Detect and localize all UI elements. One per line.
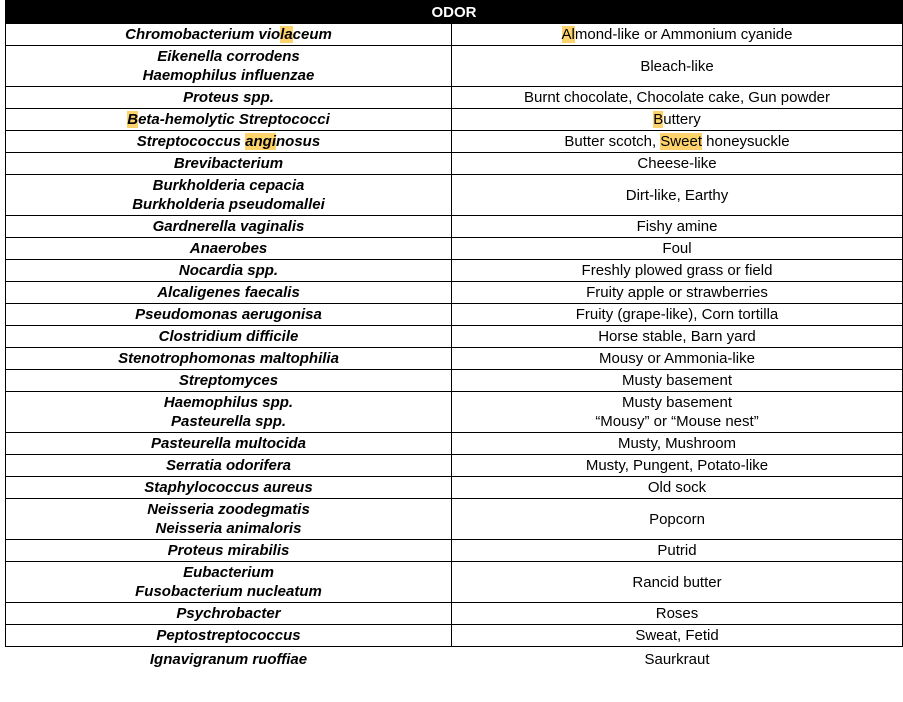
- table-row: [6, 87, 903, 109]
- organism-cell: Serratia odorifera: [6, 455, 452, 477]
- odor-cell: Musty basement: [452, 370, 903, 392]
- table-row: [6, 109, 903, 131]
- table-row: [6, 392, 903, 433]
- highlight-mark: B: [127, 111, 139, 128]
- odor-cell: Mousy or Ammonia-like: [452, 348, 903, 370]
- organism-line: Pasteurella spp.: [170, 413, 287, 430]
- organism-text: Streptococcus: [136, 133, 246, 150]
- odor-text: mond-like or Ammonium cyanide: [574, 26, 793, 43]
- odor-cell: Cheese-like: [452, 153, 903, 175]
- organism-text: eta-hemolytic Streptococci: [138, 111, 330, 128]
- odor-line: Musty basement: [621, 394, 733, 411]
- table-row: [6, 326, 903, 348]
- organism-text: Chromobacterium vio: [125, 26, 281, 43]
- table-row: [6, 562, 903, 603]
- odor-cell: Burnt chocolate, Chocolate cake, Gun powder: [452, 87, 903, 109]
- odor-cell: Musty, Mushroom: [452, 433, 903, 455]
- table-row: [6, 348, 903, 370]
- organism-cell: Pseudomonas aerugonisa: [6, 304, 452, 326]
- odor-text: honeysuckle: [702, 133, 790, 150]
- table-row: [6, 499, 903, 540]
- organism-cell: Peptostreptococcus: [6, 625, 452, 647]
- organism-cell: Gardnerella vaginalis: [6, 216, 452, 238]
- table-row: [6, 24, 903, 46]
- odor-line: “Mousy” or “Mouse nest”: [595, 413, 759, 430]
- table-title: ODOR: [6, 1, 903, 24]
- organism-cell: [6, 46, 452, 87]
- table-row: [6, 304, 903, 326]
- organism-line: Fusobacterium nucleatum: [135, 583, 322, 600]
- table-body: [6, 24, 903, 672]
- table-row: [6, 433, 903, 455]
- odor-text: uttery: [663, 111, 701, 128]
- organism-cell: [6, 392, 452, 433]
- odor-cell: Rancid butter: [452, 562, 903, 603]
- table-row: [6, 603, 903, 625]
- organism-cell: Ignavigranum ruoffiae: [149, 650, 308, 668]
- odor-cell: Popcorn: [452, 499, 903, 540]
- table-row: [6, 216, 903, 238]
- highlight-mark: B: [653, 111, 664, 128]
- organism-cell: Pasteurella multocida: [6, 433, 452, 455]
- organism-cell: Stenotrophomonas maltophilia: [6, 348, 452, 370]
- table-row: [6, 282, 903, 304]
- table-row: [6, 46, 903, 87]
- table-row: [6, 647, 903, 672]
- odor-cell: Fruity apple or strawberries: [452, 282, 903, 304]
- odor-cell: [452, 131, 903, 153]
- organism-text: nosus: [276, 133, 321, 150]
- highlight-mark: Al: [561, 26, 575, 43]
- table-row: [6, 540, 903, 562]
- odor-cell: [452, 109, 903, 131]
- odor-cell: Roses: [452, 603, 903, 625]
- odor-cell: Foul: [452, 238, 903, 260]
- odor-cell: Sweat, Fetid: [452, 625, 903, 647]
- header-row: [6, 1, 903, 24]
- odor-cell: Putrid: [452, 540, 903, 562]
- table-row: [6, 260, 903, 282]
- table-row: [6, 370, 903, 392]
- table-row: [6, 175, 903, 216]
- organism-cell: [6, 109, 452, 131]
- table-row: [6, 153, 903, 175]
- table-row: [6, 455, 903, 477]
- organism-cell: Staphylococcus aureus: [6, 477, 452, 499]
- odor-table: [5, 0, 903, 671]
- organism-cell: Proteus spp.: [6, 87, 452, 109]
- organism-cell: Streptomyces: [6, 370, 452, 392]
- odor-cell: Horse stable, Barn yard: [452, 326, 903, 348]
- table-row: [6, 238, 903, 260]
- odor-cell: [452, 24, 903, 46]
- organism-cell: [6, 131, 452, 153]
- organism-cell: Proteus mirabilis: [6, 540, 452, 562]
- odor-text: Butter scotch,: [564, 133, 661, 150]
- organism-line: Eikenella corrodens: [157, 48, 300, 65]
- organism-cell: [6, 499, 452, 540]
- odor-cell: Saurkraut: [644, 650, 710, 668]
- highlight-mark: la: [280, 26, 293, 43]
- highlight-mark: angi: [245, 133, 277, 150]
- organism-line: Haemophilus influenzae: [142, 67, 315, 84]
- organism-line: Burkholderia cepacia: [152, 177, 305, 194]
- highlight-mark: Sweet: [660, 133, 702, 150]
- organism-line: Haemophilus spp.: [163, 394, 294, 411]
- organism-cell: Psychrobacter: [6, 603, 452, 625]
- odor-cell: Freshly plowed grass or field: [452, 260, 903, 282]
- table-row: [6, 625, 903, 647]
- organism-line: Neisseria zoodegmatis: [147, 501, 310, 518]
- table-row: [6, 131, 903, 153]
- organism-cell: Alcaligenes faecalis: [6, 282, 452, 304]
- odor-cell: [452, 392, 903, 433]
- odor-cell: Dirt-like, Earthy: [452, 175, 903, 216]
- organism-text: ceum: [292, 26, 332, 43]
- odor-cell: Fishy amine: [452, 216, 903, 238]
- odor-cell: Old sock: [452, 477, 903, 499]
- organism-cell: [6, 175, 452, 216]
- organism-cell: [6, 24, 452, 46]
- organism-cell: Nocardia spp.: [6, 260, 452, 282]
- organism-cell: [6, 562, 452, 603]
- organism-line: Eubacterium: [183, 564, 274, 581]
- organism-cell: Clostridium difficile: [6, 326, 452, 348]
- organism-line: Burkholderia pseudomallei: [132, 196, 325, 213]
- organism-line: Neisseria animaloris: [155, 520, 302, 537]
- odor-cell: Bleach-like: [452, 46, 903, 87]
- odor-cell: Musty, Pungent, Potato-like: [452, 455, 903, 477]
- organism-cell: Brevibacterium: [6, 153, 452, 175]
- odor-cell: Fruity (grape-like), Corn tortilla: [452, 304, 903, 326]
- table-row: [6, 477, 903, 499]
- organism-cell: Anaerobes: [6, 238, 452, 260]
